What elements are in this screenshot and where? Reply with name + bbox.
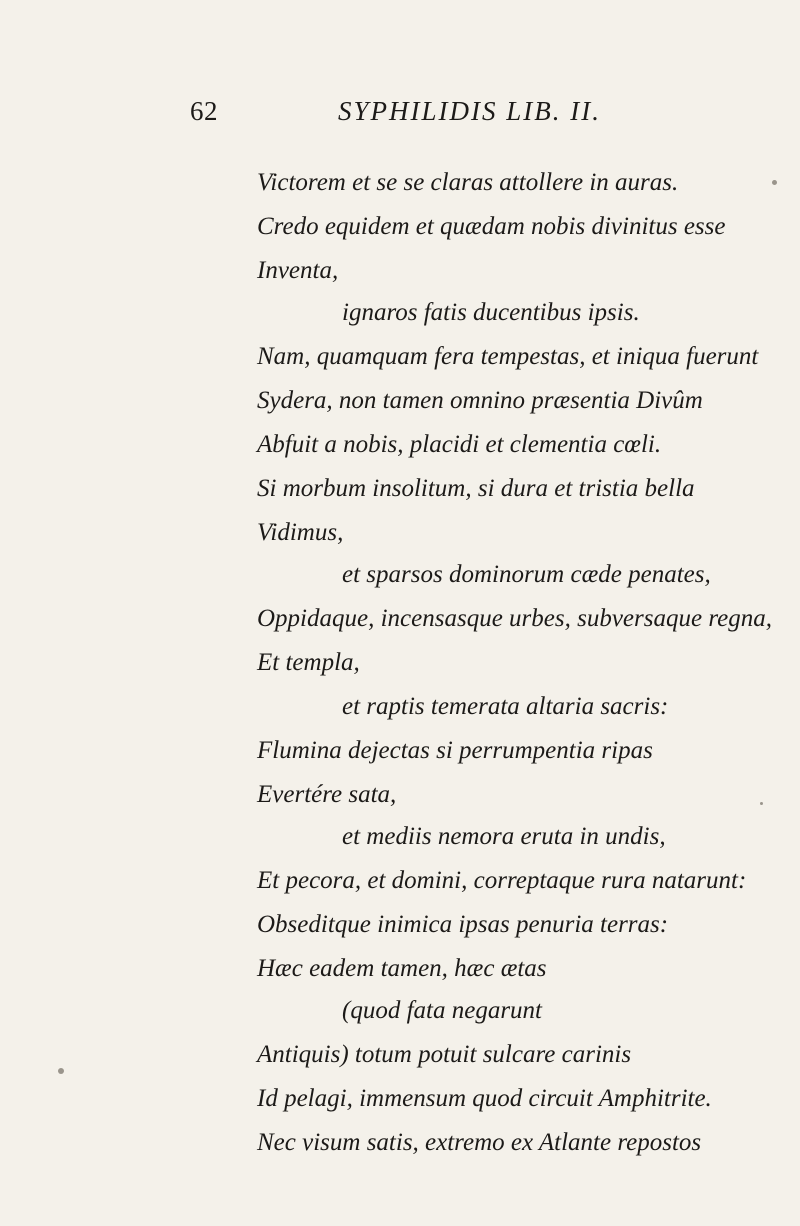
verse-line: Si morbum insolitum, si dura et tristia bella bbox=[257, 475, 695, 502]
verse-line: et sparsos dominorum cæde penates, bbox=[342, 561, 711, 588]
verse-line: Et templa, bbox=[257, 649, 360, 676]
verse-line: Nec visum satis, extremo ex Atlante repostos bbox=[257, 1129, 702, 1156]
verse-line: Obseditque inimica ipsas penuria terras: bbox=[257, 911, 669, 938]
verse-line: Oppidaque, incensasque urbes, subversaque regna, bbox=[257, 605, 772, 632]
verse-line: Antiquis) totum potuit sulcare carinis bbox=[257, 1041, 632, 1068]
paper-speck bbox=[58, 1068, 64, 1074]
verse-line: et raptis temerata altaria sacris: bbox=[342, 693, 669, 720]
verse-line: Vidimus, bbox=[257, 519, 344, 546]
verse-line: Et pecora, et domini, correptaque rura natarunt: bbox=[257, 867, 747, 894]
verse-line: Id pelagi, immensum quod circuit Amphitrite. bbox=[257, 1085, 712, 1112]
page-number: 62 bbox=[190, 96, 218, 126]
verse-line: Abfuit a nobis, placidi et clementia cœli. bbox=[257, 431, 662, 458]
verse-line: et mediis nemora eruta in undis, bbox=[342, 823, 666, 850]
verse-line: ignaros fatis ducentibus ipsis. bbox=[342, 299, 640, 326]
verse-line: Hæc eadem tamen, hæc ætas bbox=[257, 955, 547, 982]
verse-line: Victorem et se se claras attollere in auras. bbox=[257, 169, 679, 196]
verse-line: Inventa, bbox=[257, 257, 339, 284]
paper-speck bbox=[760, 802, 763, 805]
running-title: SYPHILIDIS LIB. II. bbox=[338, 96, 601, 126]
verse-line: Evertére sata, bbox=[257, 781, 397, 808]
page-header bbox=[0, 96, 800, 136]
verse-line: Flumina dejectas si perrumpentia ripas bbox=[257, 737, 653, 764]
paper-speck bbox=[772, 180, 777, 185]
verse-line: Nam, quamquam fera tempestas, et iniqua fuerunt bbox=[257, 343, 759, 370]
verse-line: Credo equidem et quædam nobis divinitus esse bbox=[257, 213, 726, 240]
verse-line: (quod fata negarunt bbox=[342, 997, 542, 1024]
verse-line: Sydera, non tamen omnino præsentia Divûm bbox=[257, 387, 703, 414]
